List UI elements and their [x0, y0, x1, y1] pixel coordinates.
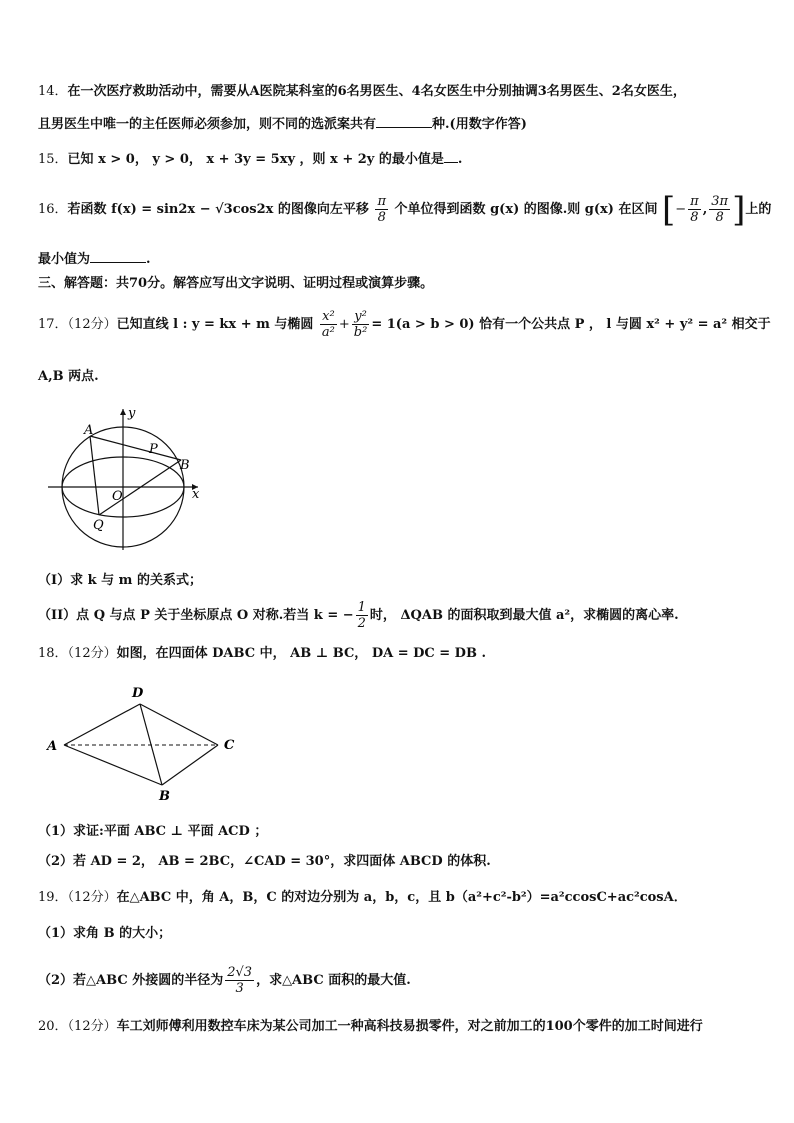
- q14-line2: [38, 115, 527, 134]
- edge-AD: [64, 704, 140, 745]
- q16-text-part2: 个单位得到函数 g(x) 的图像.则 g(x) 在区间: [394, 202, 658, 217]
- label-B: B: [180, 458, 190, 473]
- q20-score: （12分）: [67, 1019, 117, 1034]
- q19-number: 19．: [38, 890, 68, 905]
- q17-k-fraction: $\frac{1}{2}$: [357, 600, 366, 631]
- label-C: C: [224, 738, 235, 753]
- q19-line1: [38, 889, 687, 907]
- edge-DC: [140, 704, 218, 745]
- q16-line2: 最小值为 .: [38, 252, 151, 267]
- q18-figure: [40, 682, 250, 807]
- y-axis-arrow: [120, 409, 126, 415]
- q16-line1: 16．若函数 f(x) = sin2x − √3cos2x 的图像向左平移 $\frac{\pi}{8}$ 个单位得到函数 g(x) 的图像.则 g(x) 在区间 [− $\frac{\pi}{8}$ , $\frac{3\pi}{8}$ ]上的: [38, 189, 772, 230]
- q20-number: 20．: [38, 1019, 68, 1034]
- q14-line1: [38, 83, 686, 101]
- q17-text-line2: A,B 两点.: [38, 369, 99, 384]
- q15-text-end: .: [457, 152, 463, 167]
- q17-ellipse-x-fraction: $\frac{\text{x²}}{\text{a²}}$: [321, 309, 335, 340]
- q18-sub1: （1）求证:平面 ABC ⊥ 平面 ACD ；: [38, 824, 268, 839]
- q17-text1: 已知直线 l : y = kx + m 与椭圆: [116, 317, 314, 332]
- q19-sub2: （2）若△ABC 外接圆的半径为 $\frac{2√3}{3}$ ，求△ABC 面积的最大值.: [38, 965, 411, 996]
- q14-answer-blank: [376, 115, 432, 128]
- line-AB: [90, 436, 181, 460]
- q18-number: 18．: [38, 646, 68, 661]
- label-P: P: [149, 442, 158, 457]
- label-B: B: [159, 789, 170, 804]
- q17-number: 17．: [38, 317, 68, 332]
- q20-line1: [38, 1018, 703, 1036]
- q16-number: 16．: [38, 202, 68, 217]
- q16-text-line2: 最小值为: [38, 252, 91, 267]
- q14-text-line2-end: 种.(用数字作答): [432, 117, 527, 132]
- q15-answer-blank: [444, 150, 458, 163]
- label-A: A: [47, 739, 58, 754]
- q15-number: 15．: [38, 152, 68, 167]
- q17-sub1: （I）求 k 与 m 的关系式；: [38, 573, 202, 588]
- q16-interval-end: $\frac{3\pi}{8}$: [711, 194, 729, 225]
- q14-text-line1: 在一次医疗救助活动中，需要从A医院某科室的6名男医生、4名女医生中分别抽调3名男医生、2名女医生，: [67, 84, 686, 99]
- q18-line1: [38, 645, 486, 663]
- edge-AB: [64, 745, 162, 785]
- q14-number: 14．: [38, 84, 68, 99]
- q20-text: 车工刘师傅利用数控车床为某公司加工一种高科技易损零件，对之前加工的100个零件的加工时间进行: [116, 1019, 703, 1034]
- section-three-heading: 三、解答题：共70分。解答应写出文字说明、证明过程或演算步骤。: [38, 276, 434, 291]
- q16-text-part1: 若函数 f(x) = sin2x − √3cos2x 的图像向左平移: [67, 202, 369, 217]
- label-O: O: [112, 489, 123, 504]
- q16-shift-fraction: $\frac{\pi}{8}$: [377, 194, 387, 225]
- q17-line1: 17．（12分）已知直线 l : y = kx + m 与椭圆 $\frac{\text{x²}}{\text{a²}}$ + $\frac{\text{y²}}{\text{b²}}$ = 1(a > b > 0) 恰有一个公共点 P ， l 与圆 x² + y² = a² 相交于: [38, 309, 771, 340]
- q15-line: [38, 150, 462, 169]
- q19-score: （12分）: [67, 890, 117, 905]
- q17-sub2: （II）点 Q 与点 P 关于坐标原点 O 对称.若当 k = − $\frac{1}{2}$ 时， ΔQAB 的面积取到最大值 a²，求椭圆的离心率.: [38, 600, 679, 631]
- label-A: A: [84, 423, 94, 438]
- edge-BC: [162, 745, 218, 785]
- label-D: D: [132, 686, 144, 701]
- q17-ellipse-y-fraction: $\frac{\text{y²}}{\text{b²}}$: [353, 309, 368, 340]
- q16-interval-left-bracket: [: [662, 189, 676, 230]
- q16-interval-start: $\frac{\pi}{8}$: [690, 194, 699, 225]
- q17-score: （12分）: [67, 317, 117, 332]
- q16-answer-blank: [90, 250, 146, 263]
- q14-text-line2: 且男医生中唯一的主任医师必须参加，则不同的选派案共有: [38, 117, 377, 132]
- q19-sub1: （1）求角 B 的大小；: [38, 926, 172, 941]
- line-AQ: [90, 436, 99, 515]
- q17-figure: [48, 405, 213, 555]
- label-x: x: [192, 487, 200, 502]
- q18-text: 如图，在四面体 DABC 中， AB ⊥ BC， DA = DC = DB .: [116, 646, 486, 661]
- q18-sub2: （2）若 AD = 2， AB = 2BC，∠CAD = 30°，求四面体 ABCD 的体积.: [38, 854, 491, 869]
- q16-text-part3: 上的: [745, 202, 772, 217]
- q17-line2: [38, 368, 99, 386]
- q15-text: 已知 x > 0， y > 0， x + 3y = 5xy ，则 x + 2y 的最小值是: [67, 152, 444, 167]
- q18-score: （12分）: [67, 646, 117, 661]
- q16-interval-right-bracket: ]: [732, 189, 746, 230]
- label-y: y: [128, 406, 136, 421]
- q17-text2: = 1(a > b > 0) 恰有一个公共点 P ， l 与圆 x² + y² = a² 相交于: [371, 317, 771, 332]
- q19-radius-fraction: $\frac{2√3}{3}$: [227, 965, 253, 996]
- q19-text: 在△ABC 中，角 A，B，C 的对边分别为 a，b，c，且 b（a²+c²-b²）=a²ccosC+ac²cosA．: [116, 890, 687, 905]
- label-Q: Q: [93, 518, 104, 533]
